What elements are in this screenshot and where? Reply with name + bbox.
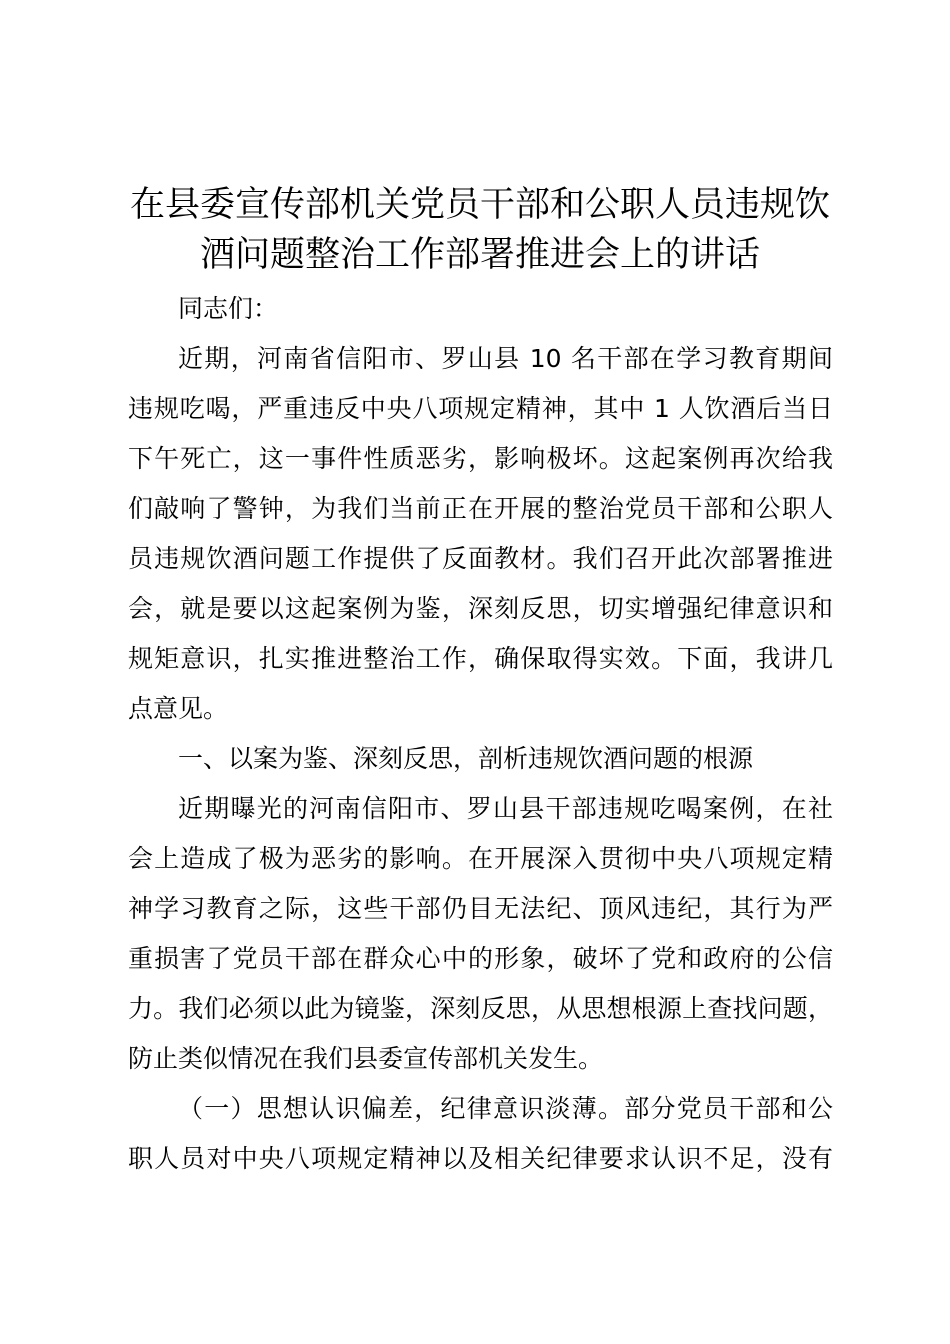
document-body (128, 284, 833, 1184)
text-line: 力。我们必须以此为镜鉴，深刻反思，从思想根源上查找问题， (128, 994, 833, 1023)
section-heading-text: 一、以案为鉴、深刻反思，剖析违规饮酒问题的根源 (178, 744, 754, 773)
document-title (110, 180, 850, 280)
text-line: 会上造成了极为恶劣的影响。在开展深入贯彻中央八项规定精 (128, 844, 833, 873)
section-heading-1 (128, 734, 833, 784)
text-line: 重损害了党员干部在群众心中的形象，破坏了党和政府的公信 (128, 944, 833, 973)
text-line: （一）思想认识偏差，纪律意识淡薄。部分党员干部和公 (178, 1094, 833, 1123)
text-line: 防止类似情况在我们县委宣传部机关发生。 (128, 1044, 604, 1073)
text-line: 员违规饮酒问题工作提供了反面教材。我们召开此次部署推进 (128, 544, 833, 573)
paragraph-intro (128, 334, 833, 734)
text-line: 职人员对中央八项规定精神以及相关纪律要求认识不足，没有 (128, 1144, 833, 1173)
salutation: 同志们： (178, 294, 279, 323)
text-line: 违规吃喝，严重违反中央八项规定精神，其中 1 人饮酒后当日 (128, 394, 833, 423)
paragraph-subsection-1 (128, 1084, 833, 1184)
text-line: 会，就是要以这起案例为鉴，深刻反思，切实增强纪律意识和 (128, 594, 833, 623)
text-line: 们敲响了警钟，为我们当前正在开展的整治党员干部和公职人 (128, 494, 833, 523)
text-line: 近期曝光的河南信阳市、罗山县干部违规吃喝案例，在社 (178, 794, 833, 823)
text-line: 规矩意识，扎实推进整治工作，确保取得实效。下面，我讲几 (128, 644, 833, 673)
paragraph-section-1 (128, 784, 833, 1084)
title-line-1: 在县委宣传部机关党员干部和公职人员违规饮 (129, 185, 830, 225)
text-line: 神学习教育之际，这些干部仍目无法纪、顶风违纪，其行为严 (128, 894, 833, 923)
text-line: 下午死亡，这一事件性质恶劣，影响极坏。这起案例再次给我 (128, 444, 833, 473)
title-line-2: 酒问题整治工作部署推进会上的讲话 (199, 235, 760, 275)
text-line: 近期，河南省信阳市、罗山县 10 名干部在学习教育期间 (178, 344, 833, 373)
text-line: 点意见。 (128, 694, 229, 723)
